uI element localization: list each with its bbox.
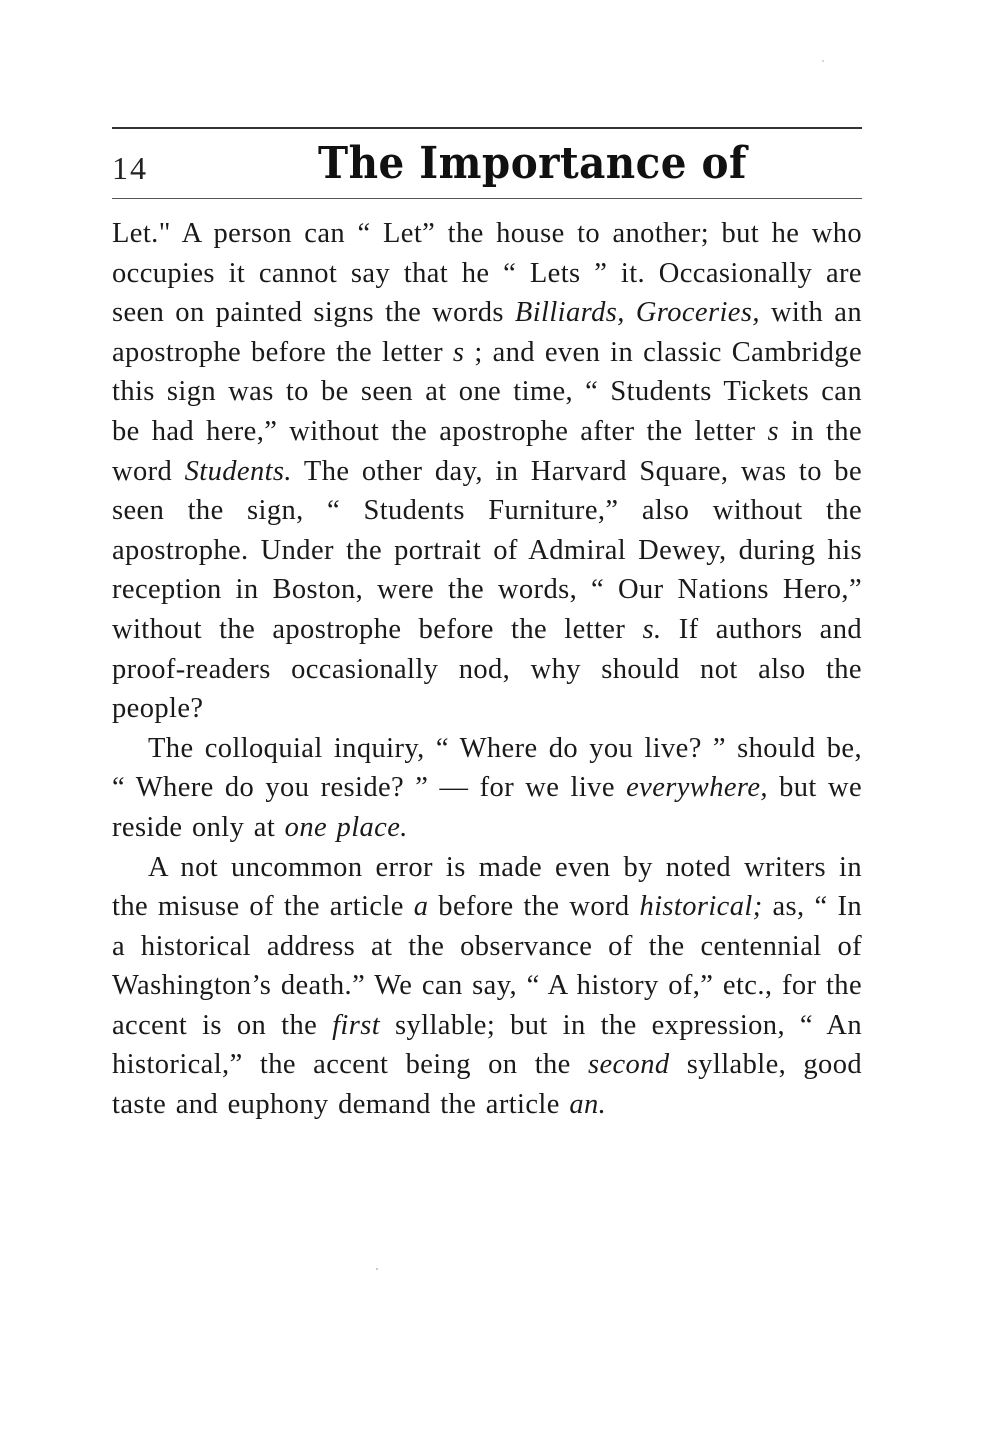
italic-text: an. (569, 1089, 607, 1121)
header-rule-top (112, 127, 862, 129)
italic-text: second (587, 1049, 670, 1081)
italic-text: one place. (284, 811, 408, 843)
text-run: If authors and proof-readers occasionally nod, why should not also the people? (112, 613, 863, 725)
text-run: A not uncommon error is made even by noted writers in the misuse of the article (112, 851, 862, 923)
paragraph (112, 729, 862, 848)
italic-text: Students. (184, 455, 292, 487)
italic-text: first (332, 1009, 381, 1041)
header-rule-bottom (112, 198, 862, 199)
italic-text: s (767, 415, 779, 447)
body-text (112, 214, 862, 1125)
italic-text: everywhere, (626, 772, 768, 804)
text-run: before the word (428, 891, 640, 923)
text-run: but we reside only at (112, 772, 862, 843)
text-run: syllable, good taste and euphony demand the article (112, 1049, 862, 1121)
text-run: The other day, in Harvard Square, was to be seen the sign, “ Students Furniture,” also without the apostrophe. Under the portrait of Admiral Dewey, during his reception in Boston, were the words, “ Our Nations Hero,” without the apostrophe before the letter (112, 455, 863, 645)
italic-text: historical; (639, 891, 763, 923)
italic-text: s. (642, 613, 662, 645)
speck (822, 60, 824, 62)
italic-text: s (452, 336, 465, 368)
italic-text: a (413, 891, 429, 923)
italic-text: Billiards, Groceries, (514, 297, 760, 329)
paragraph (112, 214, 862, 729)
paragraph (112, 848, 862, 1125)
text-run: ; and even in classic Cambridge this sign was to be seen at one time, “ Students Tickets can be had here,” without the apostrophe after the letter (112, 336, 862, 447)
text-run: Let." A person can “ Let” the house to another; but he who occupies it cannot say that he “ Lets ” it. Occasionally are seen on painted signs the words (112, 218, 862, 329)
text-run: The colloquial inquiry, “ Where do you live? ” should be, “ Where do you reside? ” — for we live (112, 732, 862, 804)
running-title: The Importance of (318, 138, 747, 189)
text-run: in the word (112, 415, 862, 487)
text-run: with an apostrophe before the letter (112, 297, 862, 368)
text-run: as, “ In a historical address at the observance of the centennial of Washington’s death.” We can say, “ A history of,” etc., for the accent is on the (112, 891, 863, 1041)
page-number: 14 (112, 150, 148, 186)
text-run: syllable; but in the expression, “ An historical,” the accent being on the (112, 1009, 862, 1081)
speck (376, 1268, 378, 1270)
